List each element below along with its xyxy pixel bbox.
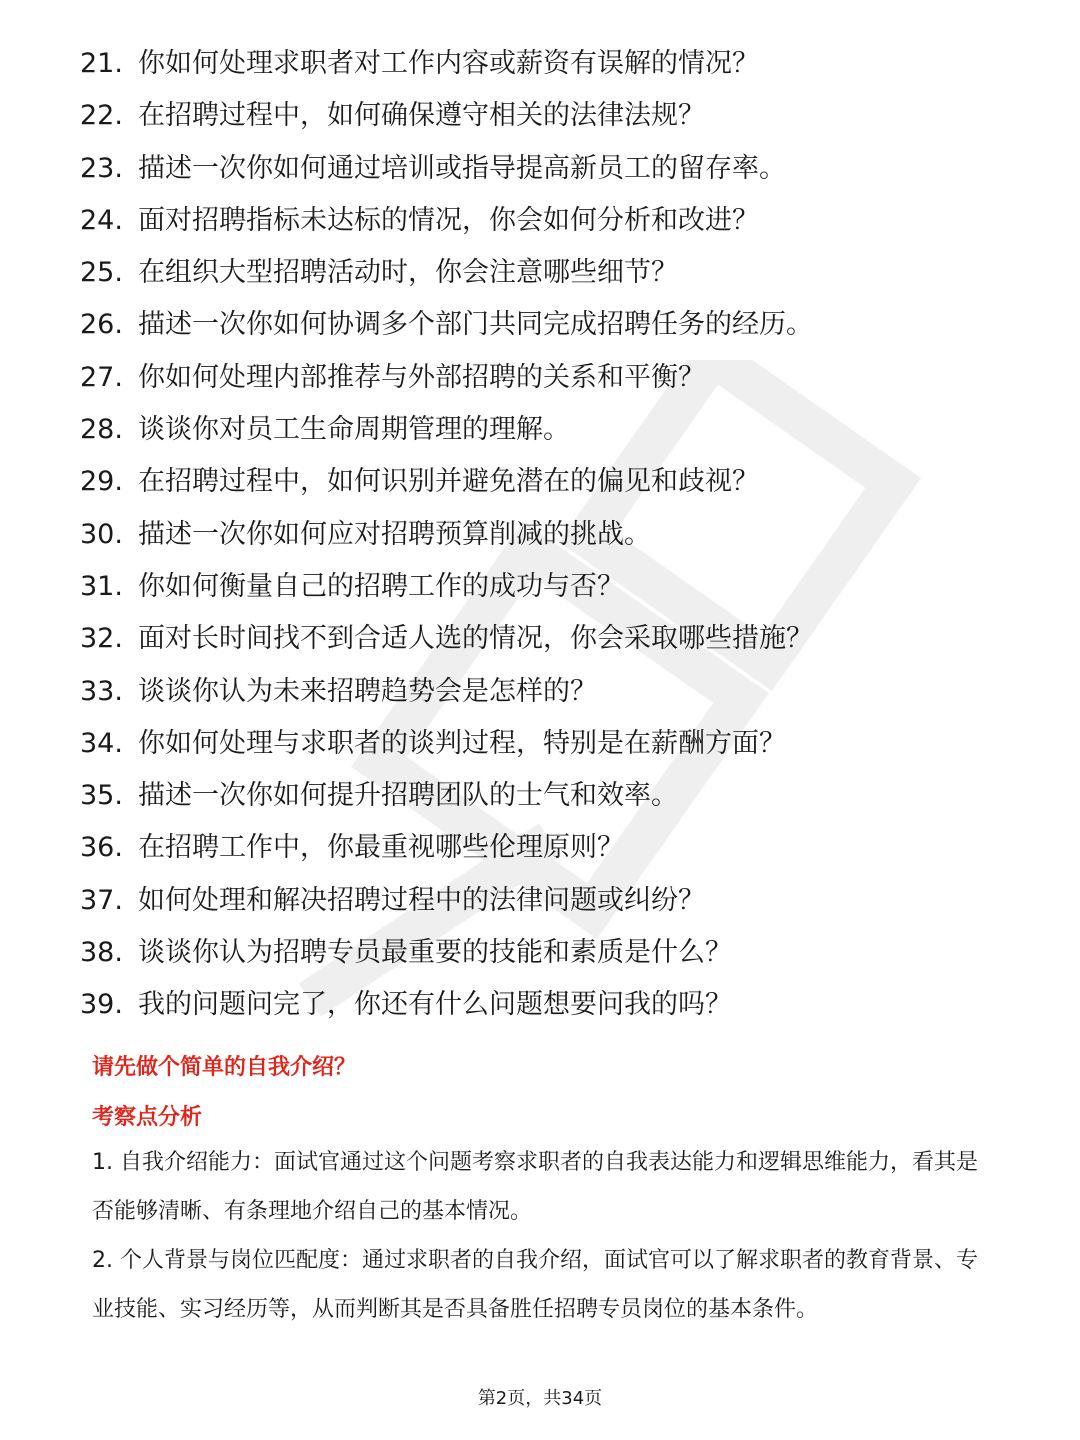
question-text: 如何处理和解决招聘过程中的法律问题或纠纷？ [138, 884, 705, 916]
question-number: 34. [80, 727, 123, 759]
question-item [80, 927, 1060, 979]
analysis-heading: 考察点分析 [92, 1105, 203, 1130]
question-number: 38. [80, 937, 123, 969]
question-text: 谈谈你认为未来招聘趋势会是怎样的？ [138, 675, 597, 707]
question-item [80, 561, 1060, 613]
question-text: 我的问题问完了，你还有什么问题想要问我的吗？ [138, 989, 732, 1021]
page-footer: 第2页，共34页 [477, 1388, 603, 1409]
question-text: 在招聘工作中，你最重视哪些伦理原则？ [138, 832, 624, 864]
question-number: 32. [80, 623, 123, 655]
question-item [80, 143, 1060, 195]
question-number: 23. [80, 152, 123, 184]
question-text: 在招聘过程中，如何识别并避免潜在的偏见和歧视？ [138, 466, 759, 498]
question-number: 31. [80, 570, 123, 602]
question-number: 24. [80, 204, 123, 236]
question-text: 面对长时间找不到合适人选的情况，你会采取哪些措施？ [138, 623, 813, 655]
question-text: 描述一次你如何应对招聘预算削减的挑战。 [138, 518, 651, 550]
question-text: 你如何处理与求职者的谈判过程，特别是在薪酬方面？ [138, 727, 786, 759]
question-number: 39. [80, 989, 123, 1021]
question-item [80, 613, 1060, 665]
question-text: 谈谈你认为招聘专员最重要的技能和素质是什么？ [138, 937, 732, 969]
question-number: 35. [80, 780, 123, 812]
question-item [80, 352, 1060, 404]
question-number: 27. [80, 361, 123, 393]
question-item [80, 666, 1060, 718]
question-text: 你如何处理求职者对工作内容或薪资有误解的情况？ [138, 48, 759, 79]
question-text: 描述一次你如何协调多个部门共同完成招聘任务的经历。 [138, 309, 813, 341]
question-item [80, 299, 1060, 351]
question-item [80, 247, 1060, 299]
analysis-point: 1. 自我介绍能力：面试官通过这个问题考察求职者的自我表达能力和逻辑思维能力，看其是否能够清晰、有条理地介绍自己的基本情况。 [92, 1150, 978, 1224]
question-number: 21. [80, 48, 123, 79]
question-item [80, 195, 1060, 247]
question-item [80, 404, 1060, 456]
question-text: 面对招聘指标未达标的情况，你会如何分析和改进？ [138, 204, 759, 236]
question-number: 33. [80, 675, 123, 707]
question-item [80, 875, 1060, 927]
question-item [80, 38, 1060, 90]
question-text: 在组织大型招聘活动时，你会注意哪些细节？ [138, 257, 678, 289]
question-text: 谈谈你对员工生命周期管理的理解。 [138, 414, 570, 446]
question-number: 29. [80, 466, 123, 498]
question-text: 在招聘过程中，如何确保遵守相关的法律法规？ [138, 100, 705, 132]
analysis-body [92, 1138, 992, 1334]
question-number: 26. [80, 309, 123, 341]
question-number: 22. [80, 100, 123, 132]
question-list [80, 38, 1060, 1032]
question-item [80, 979, 1060, 1031]
question-number: 28. [80, 414, 123, 446]
question-number: 30. [80, 518, 123, 550]
question-item [80, 509, 1060, 561]
question-text: 你如何处理内部推荐与外部招聘的关系和平衡？ [138, 361, 705, 393]
question-item [80, 456, 1060, 508]
analysis-point: 2. 个人背景与岗位匹配度：通过求职者的自我介绍，面试官可以了解求职者的教育背景、专业技能、实习经历等，从而判断其是否具备胜任招聘专员岗位的基本条件。 [92, 1248, 978, 1322]
question-item [80, 718, 1060, 770]
question-number: 36. [80, 832, 123, 864]
question-item [80, 90, 1060, 142]
question-item [80, 770, 1060, 822]
question-number: 37. [80, 884, 123, 916]
question-number: 25. [80, 257, 123, 289]
question-text: 描述一次你如何提升招聘团队的士气和效率。 [138, 780, 678, 812]
section-question-title: 请先做个简单的自我介绍？ [92, 1055, 357, 1080]
question-item [80, 822, 1060, 874]
question-text: 描述一次你如何通过培训或指导提高新员工的留存率。 [138, 152, 786, 184]
question-text: 你如何衡量自己的招聘工作的成功与否？ [138, 570, 624, 602]
